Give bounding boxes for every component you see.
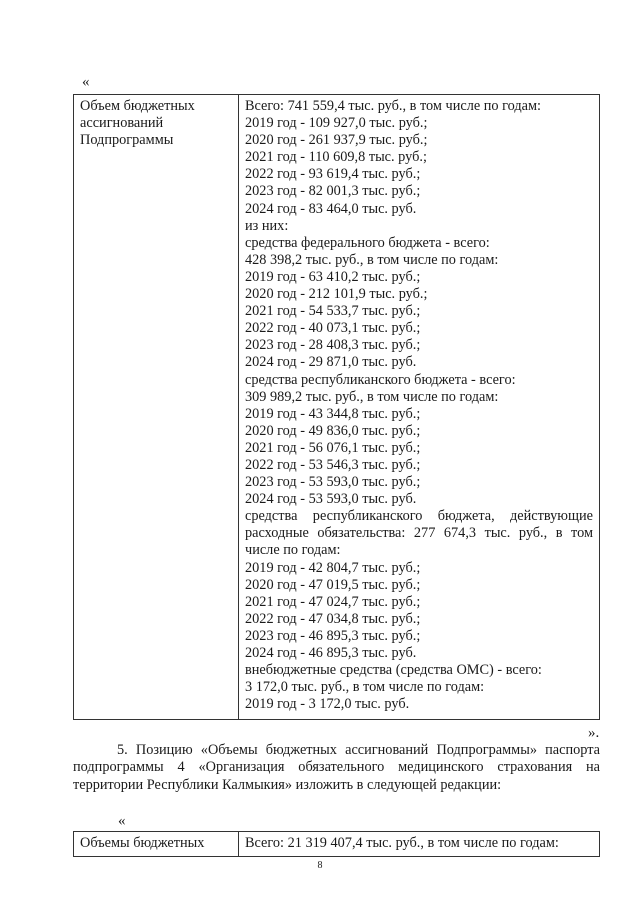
value-line: 2020 год - 212 101,9 тыс. руб.; (245, 286, 428, 303)
value-line: 2023 год - 46 895,3 тыс. руб.; (245, 627, 421, 644)
opening-quote-mark: « (82, 74, 90, 90)
value-line: 2022 год - 93 619,4 тыс. руб.; (245, 166, 421, 183)
value-line: 2023 год - 28 408,3 тыс. руб.; (245, 337, 421, 354)
table-row (74, 832, 600, 857)
page-number: 8 (317, 860, 323, 871)
value-line: 2020 год - 261 937,9 тыс. руб.; (245, 132, 428, 149)
value-line: 2019 год - 3 172,0 тыс. руб. (245, 696, 410, 713)
value-line: 2024 год - 53 593,0 тыс. руб. (245, 491, 417, 508)
label-line: ассигнований (80, 115, 164, 132)
value-line: 2021 год - 110 609,8 тыс. руб.; (245, 149, 427, 166)
value-line: 2020 год - 49 836,0 тыс. руб.; (245, 422, 421, 439)
value-line: 2019 год - 109 927,0 тыс. руб.; (245, 115, 428, 132)
amendment-paragraph: 5. Позицию «Объемы бюджетных ассигнований Подпрограммы» паспорта подпрограммы 4 «Организация обязательного медицинского страхования на территории Республики Калмыкия» изложить в следующей редакции: (73, 742, 600, 793)
value-line: 428 398,2 тыс. руб., в том числе по годам: (245, 251, 499, 268)
value-line: 2021 год - 47 024,7 тыс. руб.; (245, 593, 421, 610)
budget-allocation-table-2 (73, 831, 600, 857)
value-line: 2024 год - 29 871,0 тыс. руб. (245, 354, 417, 371)
label-line: Подпрограммы (80, 132, 174, 149)
value-line: 2022 год - 47 034,8 тыс. руб.; (245, 610, 421, 627)
label-cell (74, 95, 239, 720)
value-line: 2024 год - 46 895,3 тыс. руб. (245, 645, 417, 661)
value-line: средства республиканского бюджета - всего: (245, 371, 516, 388)
closing-quote-mark: ». (588, 725, 600, 741)
value-line: 2022 год - 53 546,3 тыс. руб.; (245, 456, 421, 473)
value-line: средства федерального бюджета - всего: (245, 234, 490, 251)
label-line: Объем бюджетных (80, 98, 195, 114)
value-cell (239, 95, 600, 720)
value-line: 2024 год - 83 464,0 тыс. руб. (245, 200, 417, 217)
value-line: из них: (245, 217, 289, 234)
value-line: 2023 год - 53 593,0 тыс. руб.; (245, 474, 421, 491)
table-row (74, 95, 600, 720)
value-line: 309 989,2 тыс. руб., в том числе по годам: (245, 388, 499, 405)
value-line: 2022 год - 40 073,1 тыс. руб.; (245, 320, 421, 337)
value-line: 2021 год - 56 076,1 тыс. руб.; (245, 439, 421, 456)
value-line: 2019 год - 63 410,2 тыс. руб.; (245, 268, 421, 285)
value-line: 2021 год - 54 533,7 тыс. руб.; (245, 303, 421, 320)
value-line: 2023 год - 82 001,3 тыс. руб.; (245, 183, 421, 200)
obligations-paragraph: средства республиканского бюджета, действующие расходные обязательства: 277 674,3 тыс. руб., в том числе по годам: (245, 508, 593, 559)
value-line: 3 172,0 тыс. руб., в том числе по годам: (245, 679, 485, 696)
value-cell: Всего: 21 319 407,4 тыс. руб., в том числе по годам: (239, 832, 600, 857)
value-line: 2019 год - 43 344,8 тыс. руб.; (245, 405, 421, 422)
value-line: Всего: 741 559,4 тыс. руб., в том числе по годам: (245, 98, 542, 114)
label-cell: Объемы бюджетных (74, 832, 239, 857)
value-line: внебюджетные средства (средства ОМС) - всего: (245, 662, 542, 679)
value-line: 2019 год - 42 804,7 тыс. руб.; (245, 559, 421, 576)
opening-quote-mark-2: « (118, 813, 126, 829)
value-line: 2020 год - 47 019,5 тыс. руб.; (245, 576, 421, 593)
budget-allocation-table (73, 94, 600, 720)
